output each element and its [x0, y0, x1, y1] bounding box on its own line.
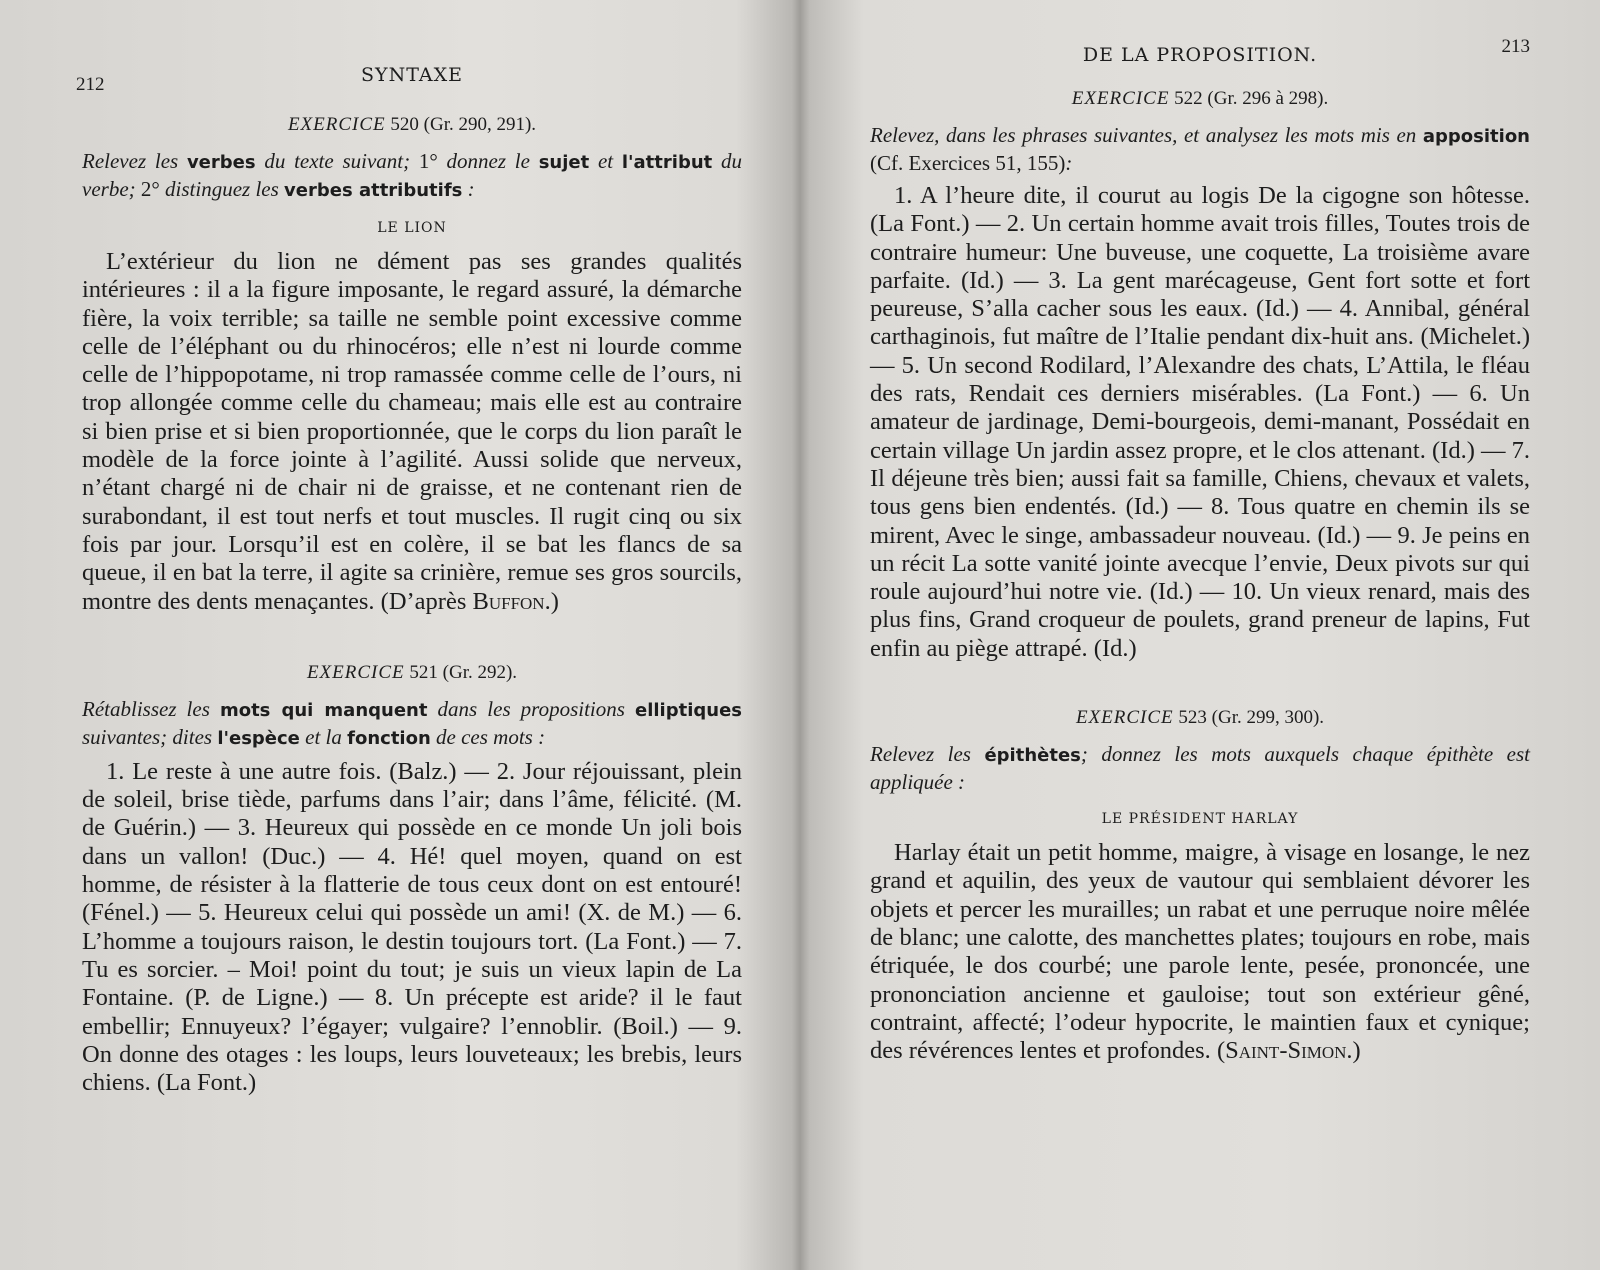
page-number: 213 — [1501, 36, 1530, 57]
running-head — [870, 34, 1530, 68]
exercise-ref: (Gr. 292). — [442, 661, 518, 683]
instr-term: épithètes — [984, 745, 1081, 767]
exercise-label: EXERCICE — [306, 661, 405, 683]
instr-term: sujet — [538, 152, 590, 173]
exercise-text — [82, 248, 742, 616]
instr-number: 2° — [140, 177, 160, 201]
instr-text: Relevez les — [870, 742, 985, 767]
instr-term: verbes attributifs — [284, 180, 463, 201]
page-number: 212 — [76, 74, 105, 95]
exercise-number: 521 — [409, 661, 438, 683]
running-title: DE LA PROPOSITION. — [1082, 44, 1318, 66]
exercise-text — [870, 839, 1530, 1065]
instr-term: mots qui manquent — [219, 699, 428, 721]
body-text: .) — [544, 587, 559, 615]
exercise-ref: (Gr. 290, 291). — [423, 114, 537, 135]
exercise-instructions — [82, 696, 742, 752]
author-signature: (Saint-Simon.) — [1216, 1037, 1361, 1065]
exercise-instructions — [82, 148, 742, 204]
instr-text: donnez le — [437, 149, 539, 173]
instr-term: elliptiques — [635, 699, 742, 721]
instr-text: et — [589, 149, 622, 173]
body-text: Harlay était un petit homme, maigre, à visage en losange, le nez grand et aquilin, des yeux de vautour qui semblaient dévorer les objets et percer les murailles; un rabat et une perruque noire mêlée de blanc; une calotte, des manchettes plates; toujours en robe, mais étriquée, le dos courbé; une parole lente, pesée, prononcée, une prononciation ancienne et gauloise; tout son extérieur gêné, contraint, affecté; l’odeur hypocrite, le maintien faux et cynique; des révérences lentes et profondes. — [870, 839, 1530, 1065]
exercise-label: EXERCICE — [1071, 88, 1170, 109]
exercise-number: 520 — [390, 114, 419, 135]
exercise-text: 1. A l’heure dite, il courut au logis De la cigogne son hôtesse. (La Font.) — 2. Un certain homme avait trois filles, Toutes trois de contraire humeur: Une buveuse, une coquette, La troisième avare parfaite. (Id.) — 3. La gent marécageuse, Gent fort sotte et fort peureuse, S’alla cacher sous les eaux. (Id.) — 4. Annibal, général carthaginois, fut maître de l’Italie pendant dix-huit ans. (Michelet.) — 5. Un second Rodilard, l’Alexandre des chats, L’Attila, le fléau des rats, Rendait ces derniers misérables. (La Font.) — 6. Un amateur de jardinage, Demi-bourgeois, demi-manant, Possédait en certain village Un jardin assez propre, et le clos attenant. (Id.) — 7. Il déjeune très bien; aussi fait sa famille, Chiens, chevaux et valets, tous gens bien endentés. (Id.) — 8. Tous quatre en chemin ils se mirent, Avec le singe, ambassadeur nouveau. (Id.) — 9. Je peins en un récit La sotte vanité jointe avecque l’envie, Deux pivots sur qui roule aujourd’hui notre vie. (Id.) — 10. Un vieux renard, mais des plus fins, Grand croqueur de poulets, grand preneur de lapins, Fut enfin au piège attrapé. (Id.) — [870, 182, 1530, 662]
instr-text: suivantes; dites — [82, 724, 218, 749]
right-page — [808, 0, 1600, 1270]
running-title: SYNTAXE — [361, 64, 463, 86]
instr-text: de ces mots : — [430, 724, 546, 749]
instr-term: verbes — [186, 152, 256, 173]
exercise-heading — [870, 88, 1530, 110]
instr-text: Rétablissez les — [82, 696, 220, 721]
text-subtitle: LE LION — [377, 220, 447, 236]
instr-number: 1° — [418, 149, 438, 173]
instr-text: dans les propositions — [427, 696, 635, 721]
body-text: L’extérieur du lion ne dément pas ses grandes qualités intérieures : il a la figure imposante, le regard assuré, la démarche fière, la voix terrible; sa taille ne semble point excessive comme celle de l’éléphant ou du rhinocéros; elle n’est ni lourde comme celle de l’hippopotame, ni trop ramassée comme celle de l’ours, ni trop allongée comme celle du chameau; mais elle est au contraire si bien prise et si bien proportionnée, que le corps du lion paraît le modèle de la force jointe à l’agilité. Aussi solide que nerveux, n’étant chargé ni de chair ni de graisse, et ne contenant rien de surabondant, il est tout nerfs et tout muscles. Il rugit cinq ou six fois par jour. Lorsqu’il est en colère, il se bat les flancs de sa queue, il en bat la terre, il agite sa crinière, remue ses gros sourcils, montre des dents menaçantes. (D’après — [82, 248, 742, 615]
instr-text: Relevez, dans les phrases suivantes, et analysez les mots mis en — [870, 123, 1423, 147]
instr-text: et la — [299, 724, 348, 749]
instr-text: : — [462, 177, 475, 201]
instr-term: fonction — [347, 727, 431, 749]
exercise-heading — [82, 114, 742, 136]
text-subtitle: LE PRÉSIDENT HARLAY — [1101, 811, 1299, 828]
instr-text: ; donnez les mots auxquels chaque épithète est appliquée : — [870, 742, 1530, 795]
instr-text: du texte suivant; — [255, 149, 419, 173]
instr-text: Relevez les — [82, 149, 187, 173]
exercise-label: EXERCICE — [287, 114, 386, 135]
instr-text: du verbe; — [82, 149, 742, 201]
instr-term: apposition — [1422, 126, 1530, 147]
exercise-heading — [870, 707, 1530, 729]
running-head — [76, 58, 742, 95]
instr-text: : — [1065, 151, 1073, 175]
exercise-ref: (Gr. 296 à 298). — [1207, 88, 1329, 109]
instr-text: distinguez les — [159, 177, 285, 201]
instr-term: l'attribut — [621, 152, 713, 173]
exercise-text: 1. Le reste à une autre fois. (Balz.) — 2. Jour réjouissant, plein de soleil, brise tiède, parfums dans l’air; dans l’âme, félicité. (M. de Guérin.) — 3. Heureux qui possède en ce monde Un joli bois dans un vallon! (Duc.) — 4. Hé! quel moyen, quand on est homme, de résister à la flatterie de tous ceux dont on est entouré! (Fénel.) — 5. Heureux celui qui possède un ami! (X. de M.) — 6. L’homme a toujours raison, le destin toujours tort. (La Font.) — 7. Tu es sorcier. – Moi! point du tout; je suis un vieux lapin de La Fontaine. (P. de Ligne.) — 8. Un précepte est aride? il le faut embellir; Ennuyeux? l’égayer; vulgaire? l’ennoblir. (Boil.) — 9. On donne des otages : les loups, leurs louveteaux; les brebis, leurs chiens. (La Font.) — [82, 757, 742, 1097]
exercise-number: 522 — [1174, 88, 1203, 109]
exercise-instructions — [870, 741, 1530, 795]
instr-term: l'espèce — [217, 727, 300, 749]
author-signature: Buffon — [472, 587, 545, 615]
exercise-label: EXERCICE — [1075, 707, 1174, 729]
exercise-instructions — [870, 122, 1530, 176]
exercise-ref: (Gr. 299, 300). — [1211, 707, 1325, 729]
exercise-number: 523 — [1178, 707, 1207, 729]
instr-text: (Cf. Exercices 51, 155) — [870, 151, 1066, 175]
exercise-heading — [82, 662, 742, 684]
